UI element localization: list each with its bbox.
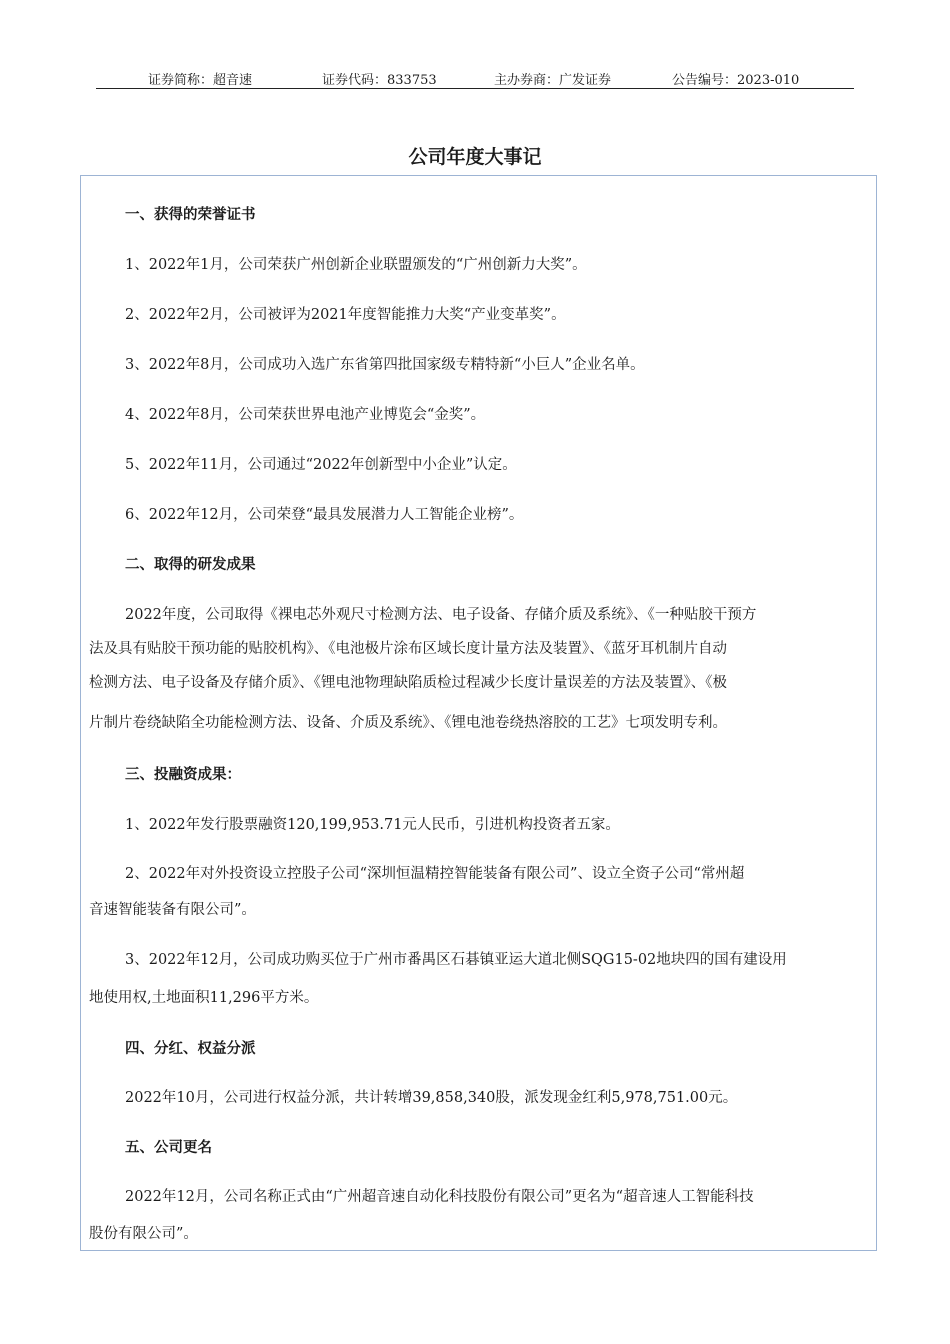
section-rnd-heading: 二、取得的研发成果	[125, 557, 256, 573]
investment-item-continued: 音速智能装备有限公司”。	[89, 902, 256, 918]
rnd-paragraph-line: 片制片卷绕缺陷全功能检测方法、设备、介质及系统》、《锂电池卷绕热溶胶的工艺》七项发明专利。	[89, 715, 727, 731]
section-dividend-heading: 四、分红、权益分派	[125, 1041, 256, 1057]
honor-item: 5、2022年11月，公司通过“2022年创新型中小企业”认定。	[125, 457, 517, 473]
rename-text: 2022年12月，公司名称正式由“广州超音速自动化科技股份有限公司”更名为“超音速人工智能科技	[125, 1189, 754, 1205]
section-investment-heading: 三、投融资成果：	[125, 767, 241, 783]
page-header	[96, 66, 854, 89]
rnd-paragraph-line: 2022年度，公司取得《裸电芯外观尺寸检测方法、电子设备、存储介质及系统》、《一种贴胶干预方	[125, 607, 757, 623]
dividend-text: 2022年10月，公司进行权益分派，共计转增39,858,340股，派发现金红利5,978,751.00元。	[125, 1090, 738, 1106]
stock-code: 证券代码：833753	[322, 73, 437, 88]
rnd-paragraph-line: 检测方法、电子设备及存储介质》、《锂电池物理缺陷质检过程减少长度计量误差的方法及装置》、《极	[89, 675, 727, 691]
page-title: 公司年度大事记	[408, 146, 542, 168]
section-honors-heading: 一、获得的荣誉证书	[125, 207, 256, 223]
rename-text-continued: 股份有限公司”。	[89, 1226, 198, 1242]
investment-item-continued: 地使用权,土地面积11,296平方米。	[89, 990, 319, 1006]
investment-item: 1、2022年发行股票融资120,199,953.71元人民币，引进机构投资者五家。	[125, 817, 620, 833]
sponsor-broker: 主办券商：广发证券	[494, 73, 612, 88]
rnd-paragraph-line: 法及具有贴胶干预功能的贴胶机构》、《电池极片涂布区域长度计量方法及装置》、《蓝牙耳机制片自动	[89, 641, 727, 657]
investment-item: 2、2022年对外投资设立控股子公司“深圳恒温精控智能装备有限公司”、设立全资子公司“常州超	[125, 866, 745, 882]
honor-item: 1、2022年1月，公司荣获广州创新企业联盟颁发的“广州创新力大奖”。	[125, 257, 587, 273]
stock-short-name: 证券简称：超音速	[148, 73, 253, 88]
honor-item: 3、2022年8月，公司成功入选广东省第四批国家级专精特新“小巨人”企业名单。	[125, 357, 645, 373]
honor-item: 2、2022年2月，公司被评为2021年度智能推力大奖“产业变革奖”。	[125, 307, 566, 323]
honor-item: 6、2022年12月，公司荣登“最具发展潜力人工智能企业榜”。	[125, 507, 524, 523]
notice-number: 公告编号：2023-010	[672, 73, 800, 88]
section-rename-heading: 五、公司更名	[125, 1140, 212, 1156]
honor-item: 4、2022年8月，公司荣获世界电池产业博览会“金奖”。	[125, 407, 486, 423]
investment-item: 3、2022年12月，公司成功购买位于广州市番禺区石碁镇亚运大道北侧SQG15-02地块四的国有建设用	[125, 952, 787, 968]
